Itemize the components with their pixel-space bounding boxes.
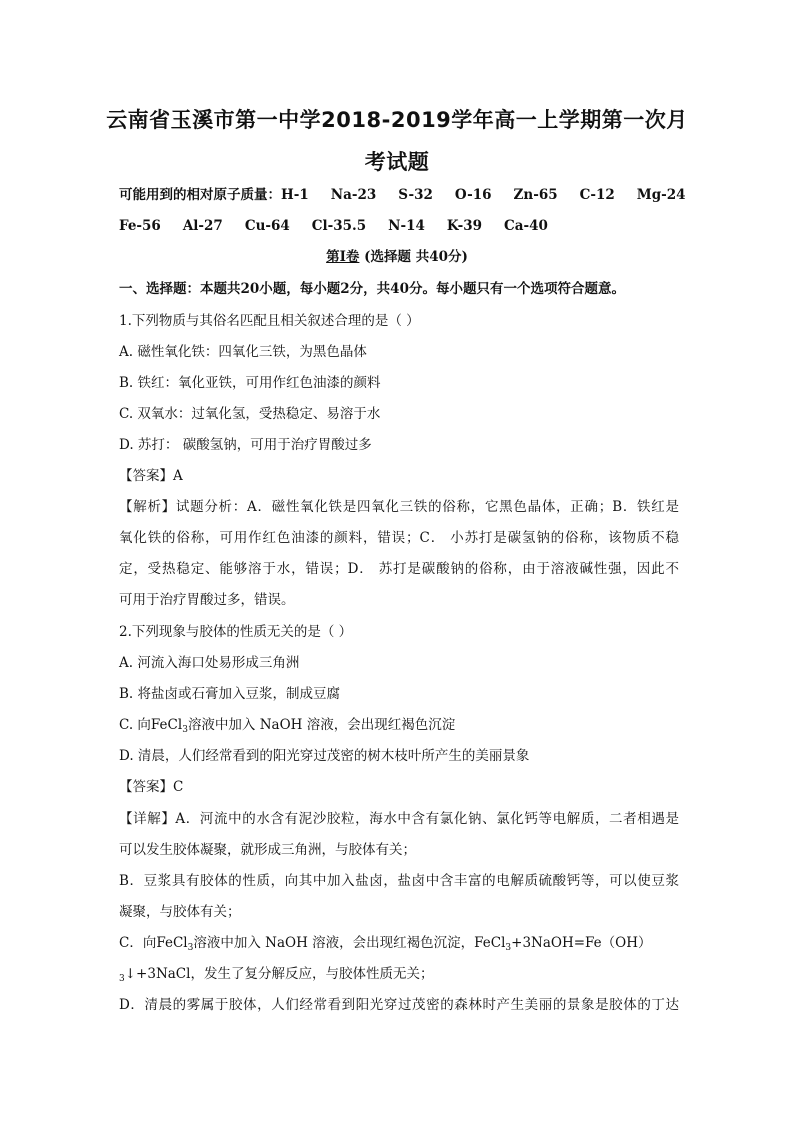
q1-analysis-line: 【解析】试题分析：A．磁性氧化铁是四氧化三铁的俗称，它黑色晶体，正确；B．铁红是 bbox=[119, 499, 679, 515]
q1-stem: 1.下列物质与其俗名匹配且相关叙述合理的是（ ） bbox=[119, 313, 420, 329]
q2-answer: 【答案】C bbox=[119, 779, 184, 795]
q2-detail-line: B．豆浆具有胶体的性质，向其中加入盐卤，盐卤中含丰富的电解质硫酸钙等，可以使豆浆 bbox=[119, 873, 679, 889]
q1-analysis-line: 氧化铁的俗称，可用作红色油漆的颜料，错误；C． 小苏打是碳氢钠的俗称，该物质不稳 bbox=[119, 530, 679, 546]
text-run: ↓+3NaCl，发生了复分解反应，与胶体性质无关； bbox=[124, 966, 434, 982]
atomic-masses-row1 bbox=[119, 185, 686, 205]
subscript: 3 bbox=[187, 943, 194, 953]
part-heading: 一、选择题：本题共20小题，每小题2分，共40分。每小题只有一个选项符合题意。 bbox=[119, 281, 625, 297]
q2-detail-line bbox=[119, 964, 679, 984]
q2-detail-line: 可以发生胶体凝聚，就形成三角洲，与胶体有关； bbox=[119, 842, 416, 858]
q1-analysis-line: 定，受热稳定、能够溶于水，错误；D． 苏打是碳酸钠的俗称，由于溶液碱性强，因此不 bbox=[119, 561, 679, 577]
q2-option-a: A. 河流入海口处易形成三角洲 bbox=[119, 655, 300, 671]
q1-analysis-line: 可用于治疗胃酸过多，错误。 bbox=[119, 592, 295, 608]
page-title-line2: 考试题 bbox=[364, 150, 430, 174]
mass-item: Fe-56 bbox=[119, 218, 161, 234]
volume-subtitle: (选择题 共40分) bbox=[359, 249, 468, 265]
mass-item: K-39 bbox=[446, 218, 483, 234]
q2-option-d: D. 清晨，人们经常看到的阳光穿过茂密的树木枝叶所产生的美丽景象 bbox=[119, 748, 530, 764]
q2-detail-line: 凝聚，与胶体有关； bbox=[119, 904, 241, 920]
mass-item: S-32 bbox=[398, 187, 433, 203]
q2-detail-line: D．清晨的雾属于胶体，人们经常看到阳光穿过茂密的森林时产生美丽的景象是胶体的丁达 bbox=[119, 997, 679, 1013]
q1-option-d: D. 苏打： 碳酸氢钠，可用于治疗胃酸过多 bbox=[119, 437, 372, 453]
q1-option-b: B. 铁红：氧化亚铁，可用作红色油漆的颜料 bbox=[119, 375, 381, 391]
mass-item: Zn-65 bbox=[513, 187, 558, 203]
text-run: 溶液中加入 NaOH 溶液，会出现红褐色沉淀 bbox=[187, 717, 456, 733]
subscript: 3 bbox=[182, 725, 188, 735]
volume-label: 第Ⅰ卷 bbox=[326, 249, 360, 265]
mass-item: Al-27 bbox=[182, 218, 223, 234]
mass-item: Mg-24 bbox=[636, 187, 686, 203]
volume-heading bbox=[0, 247, 794, 267]
mass-item: N-14 bbox=[388, 218, 425, 234]
text-run: +3NaOH=Fe（OH） bbox=[511, 935, 652, 951]
mass-item: Ca-40 bbox=[504, 218, 548, 234]
page-title-line1: 云南省玉溪市第一中学2018-2019学年高一上学期第一次月 bbox=[106, 108, 688, 132]
text-run: C. 向FeCl bbox=[119, 717, 183, 733]
q2-stem: 2.下列现象与胶体的性质无关的是（ ） bbox=[119, 624, 353, 640]
q1-answer: 【答案】A bbox=[119, 468, 183, 484]
text-run: 溶液中加入 NaOH 溶液，会出现红褐色沉淀，FeCl bbox=[193, 935, 506, 951]
mass-item: Cl-35.5 bbox=[311, 218, 367, 234]
q2-option-b: B. 将盐卤或石膏加入豆浆，制成豆腐 bbox=[119, 686, 341, 702]
subscript: 3 bbox=[119, 974, 125, 984]
mass-item: Cu-64 bbox=[244, 218, 290, 234]
q1-option-a: A. 磁性氧化铁：四氧化三铁，为黑色晶体 bbox=[119, 344, 367, 360]
atomic-masses-label: 可能用到的相对原子质量： bbox=[119, 187, 281, 203]
subscript: 3 bbox=[505, 943, 512, 953]
mass-item: O-16 bbox=[454, 187, 492, 203]
q2-detail-line bbox=[119, 933, 679, 953]
atomic-masses-row2 bbox=[119, 216, 679, 236]
text-run: C．向FeCl bbox=[119, 935, 188, 951]
q2-detail-line: 【详解】A．河流中的水含有泥沙胶粒，海水中含有氯化钠、氯化钙等电解质，二者相遇是 bbox=[119, 811, 679, 827]
q1-option-c: C. 双氧水：过氧化氢，受热稳定、易溶于水 bbox=[119, 406, 381, 422]
mass-item: Na-23 bbox=[330, 187, 377, 203]
mass-item: C-12 bbox=[579, 187, 615, 203]
q2-option-c bbox=[119, 715, 679, 735]
mass-item: H-1 bbox=[281, 187, 309, 203]
